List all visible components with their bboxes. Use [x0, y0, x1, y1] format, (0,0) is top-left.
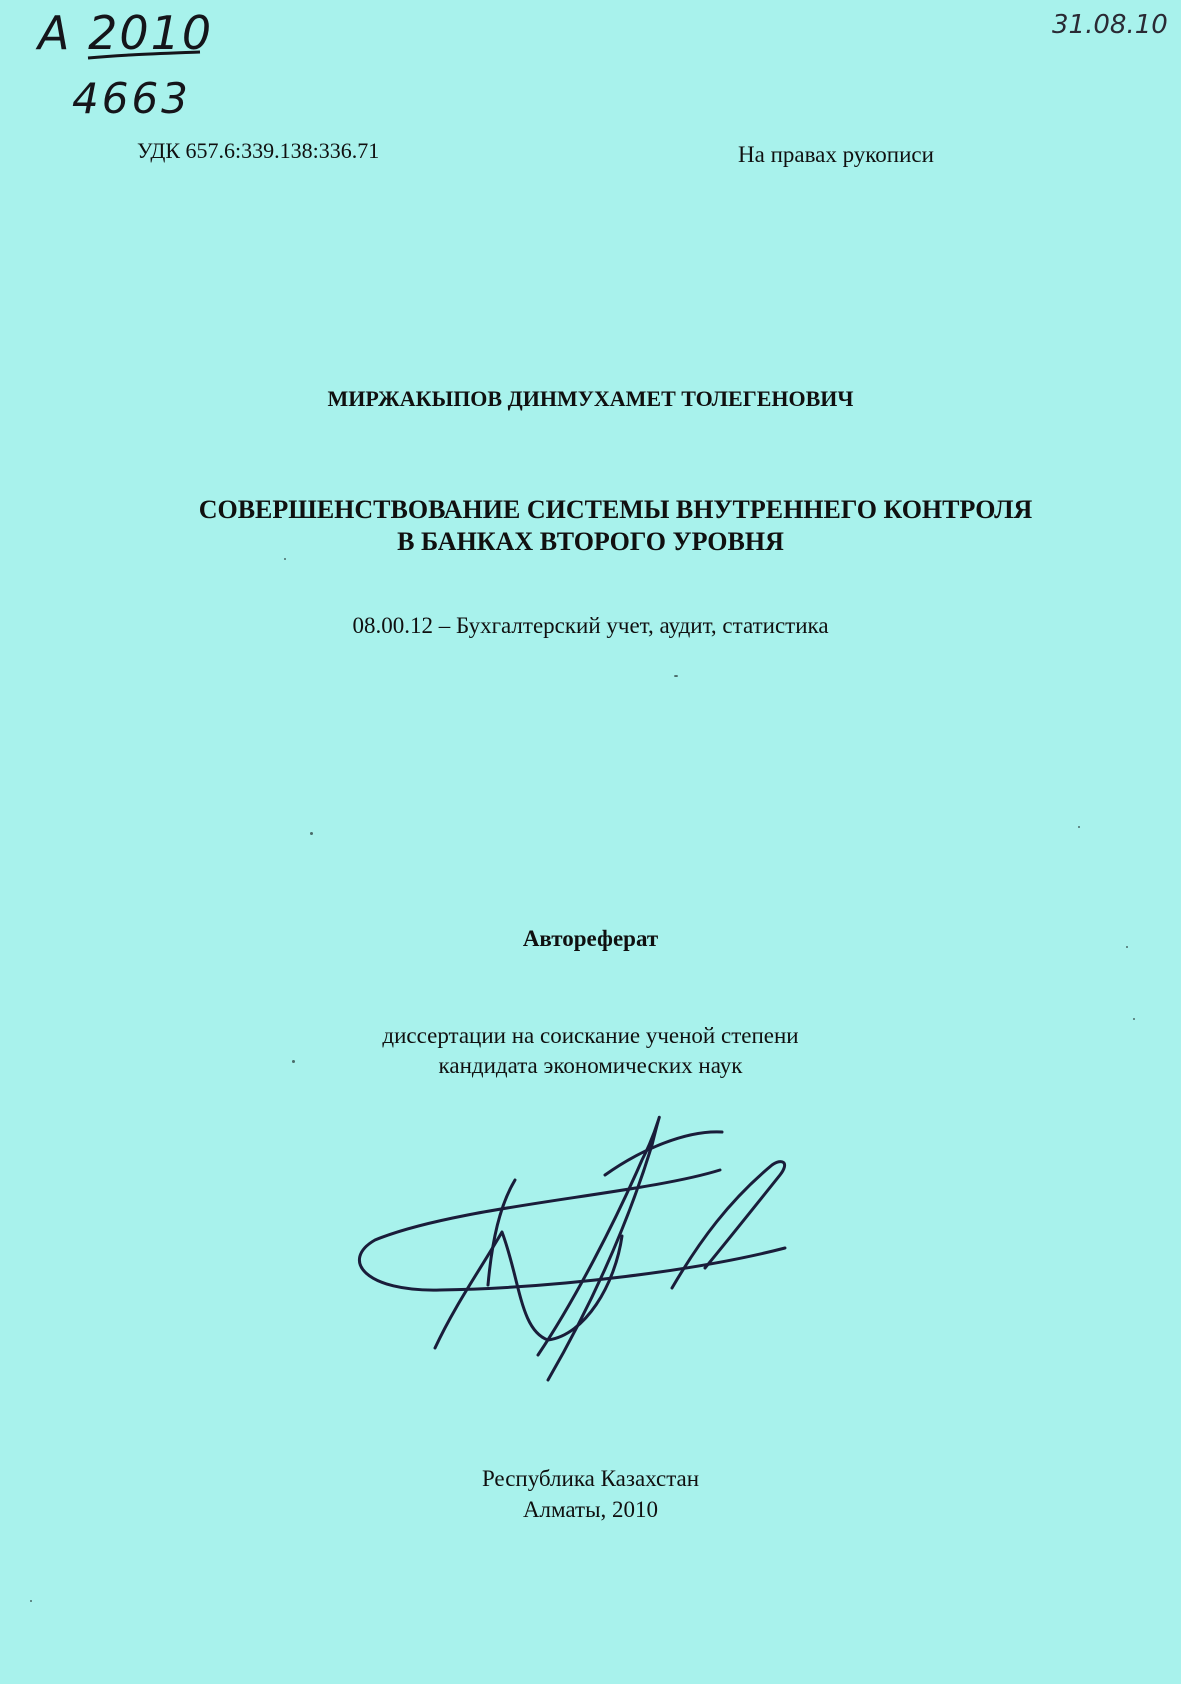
scan-speck	[284, 558, 286, 560]
scan-speck	[674, 675, 678, 677]
manuscript-rights: На правах рукописи	[738, 142, 934, 167]
author-name: МИРЖАКЫПОВ ДИНМУХАМЕТ ТОЛЕГЕНОВИЧ	[327, 386, 854, 411]
scan-speck	[1126, 946, 1128, 948]
udc-code: УДК 657.6:339.138:336.71	[137, 138, 380, 163]
degree-line1: диссертации на соискание ученой степени	[382, 1023, 799, 1048]
scan-speck	[30, 1600, 32, 1602]
dissertation-title-line1: СОВЕРШЕНСТВОВАНИЕ СИСТЕМЫ ВНУТРЕННЕГО КОНТРОЛЯ	[198, 495, 1033, 524]
scan-speck	[1133, 1018, 1135, 1020]
specialty: 08.00.12 – Бухгалтерский учет, аудит, статистика	[352, 613, 829, 638]
degree-line2: кандидата экономических наук	[438, 1053, 743, 1078]
scan-speck	[310, 832, 313, 835]
scan-speck	[292, 1060, 295, 1063]
handwritten-date: 31.08.10	[1052, 10, 1168, 40]
footer-city-year: Алматы, 2010	[522, 1497, 659, 1522]
handwritten-archive-code: А 2010	[38, 6, 214, 60]
handwritten-archive-number: 4663	[72, 74, 191, 123]
dissertation-title-line2: В БАНКАХ ВТОРОГО УРОВНЯ	[397, 527, 784, 556]
document-type: Автореферат	[522, 926, 659, 951]
scan-speck	[1078, 826, 1080, 828]
footer-country: Республика Казахстан	[481, 1466, 700, 1491]
